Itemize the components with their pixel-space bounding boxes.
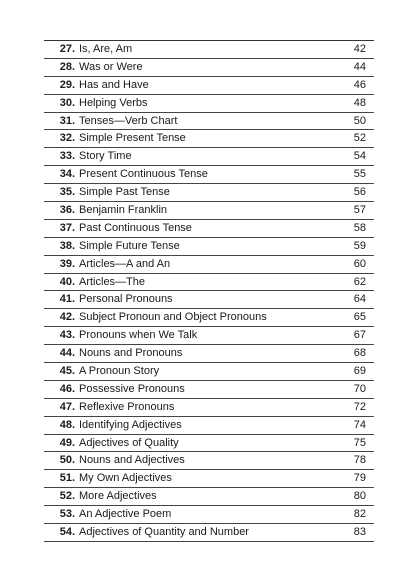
entry-number: 34. xyxy=(59,168,75,181)
entry-page-number: 62 xyxy=(353,275,366,288)
toc-row xyxy=(44,506,374,524)
toc-row xyxy=(44,363,374,381)
entry-page-number: 54 xyxy=(353,150,366,163)
entry-page-number: 59 xyxy=(353,239,366,252)
toc-row xyxy=(44,327,374,345)
entry-title: Pronouns when We Talk xyxy=(79,329,198,342)
entry-page-number: 82 xyxy=(353,508,366,521)
toc-row xyxy=(44,470,374,488)
entry-number: 46. xyxy=(59,382,75,395)
toc-row xyxy=(44,435,374,453)
entry-number: 44. xyxy=(59,347,75,360)
entry-title: Present Continuous Tense xyxy=(79,168,208,181)
entry-page-number: 52 xyxy=(353,132,366,145)
entry-number: 48. xyxy=(59,418,75,431)
entry-page-number: 56 xyxy=(353,186,366,199)
toc-row xyxy=(44,95,374,113)
entry-number: 35. xyxy=(59,186,75,199)
entry-page-number: 64 xyxy=(353,293,366,306)
entry-number: 38. xyxy=(59,239,75,252)
entry-title: Nouns and Adjectives xyxy=(79,454,185,467)
entry-number: 33. xyxy=(59,150,75,163)
entry-title: Articles—A and An xyxy=(79,257,171,270)
entry-title: Identifying Adjectives xyxy=(79,418,182,431)
toc-row xyxy=(44,381,374,399)
toc-row xyxy=(44,417,374,435)
entry-page-number: 57 xyxy=(353,204,366,217)
toc-row xyxy=(44,399,374,417)
entry-title: Possessive Pronouns xyxy=(79,382,185,395)
entry-title: Personal Pronouns xyxy=(79,293,173,306)
entry-page-number: 48 xyxy=(353,96,366,109)
entry-title: Helping Verbs xyxy=(79,96,148,109)
entry-number: 51. xyxy=(59,472,75,485)
entry-page-number: 68 xyxy=(353,347,366,360)
entry-page-number: 55 xyxy=(353,168,366,181)
entry-title: My Own Adjectives xyxy=(79,472,172,485)
toc-row xyxy=(44,184,374,202)
entry-title: Past Continuous Tense xyxy=(79,221,192,234)
toc-row xyxy=(44,41,374,59)
entry-title: Is, Are, Am xyxy=(79,43,133,55)
entry-number: 52. xyxy=(59,490,75,503)
entry-title: Adjectives of Quantity and Number xyxy=(79,526,249,539)
entry-title: Tenses—Verb Chart xyxy=(79,114,178,127)
entry-page-number: 60 xyxy=(353,257,366,270)
entry-page-number: 83 xyxy=(353,526,366,539)
toc-row xyxy=(44,130,374,148)
entry-title: More Adjectives xyxy=(79,490,157,503)
table-of-contents xyxy=(44,40,374,542)
entry-title: A Pronoun Story xyxy=(79,365,160,378)
toc-row xyxy=(44,524,374,542)
toc-row xyxy=(44,452,374,470)
toc-row xyxy=(44,256,374,274)
entry-number: 31. xyxy=(59,114,75,127)
entry-number: 29. xyxy=(59,78,75,91)
entry-title: Subject Pronoun and Object Pronouns xyxy=(79,311,267,324)
entry-page-number: 70 xyxy=(353,382,366,395)
entry-title: Reflexive Pronouns xyxy=(79,400,175,413)
entry-page-number: 58 xyxy=(353,221,366,234)
entry-title: Adjectives of Quality xyxy=(79,436,179,449)
entry-page-number: 44 xyxy=(353,60,366,73)
toc-row xyxy=(44,291,374,309)
entry-page-number: 80 xyxy=(353,490,366,503)
entry-page-number: 46 xyxy=(353,78,366,91)
entry-page-number: 72 xyxy=(353,400,366,413)
entry-page-number: 78 xyxy=(353,454,366,467)
toc-row xyxy=(44,238,374,256)
entry-title: An Adjective Poem xyxy=(79,508,172,521)
entry-number: 53. xyxy=(59,508,75,521)
entry-title: Has and Have xyxy=(79,78,149,91)
toc-row xyxy=(44,488,374,506)
entry-title: Was or Were xyxy=(79,60,143,73)
entry-number: 43. xyxy=(59,329,75,342)
entry-page-number: 79 xyxy=(353,472,366,485)
entry-title: Nouns and Pronouns xyxy=(79,347,183,360)
entry-number: 54. xyxy=(59,526,75,539)
entry-page-number: 65 xyxy=(353,311,366,324)
toc-row xyxy=(44,166,374,184)
toc-row xyxy=(44,274,374,292)
toc-row xyxy=(44,309,374,327)
toc-row xyxy=(44,345,374,363)
entry-number: 47. xyxy=(59,400,75,413)
entry-title: Story Time xyxy=(79,150,132,163)
entry-page-number: 42 xyxy=(353,43,366,55)
entry-number: 32. xyxy=(59,132,75,145)
entry-number: 27. xyxy=(59,43,75,55)
entry-page-number: 50 xyxy=(353,114,366,127)
entry-number: 30. xyxy=(59,96,75,109)
entry-title: Benjamin Franklin xyxy=(79,204,168,217)
entry-number: 45. xyxy=(59,365,75,378)
toc-row xyxy=(44,77,374,95)
entry-number: 41. xyxy=(59,293,75,306)
entry-number: 50. xyxy=(59,454,75,467)
entry-page-number: 67 xyxy=(353,329,366,342)
entry-page-number: 74 xyxy=(353,418,366,431)
entry-title: Simple Past Tense xyxy=(79,186,170,199)
entry-page-number: 75 xyxy=(353,436,366,449)
toc-row xyxy=(44,59,374,77)
toc-row xyxy=(44,148,374,166)
entry-number: 36. xyxy=(59,204,75,217)
entry-page-number: 69 xyxy=(353,365,366,378)
toc-row xyxy=(44,202,374,220)
entry-number: 28. xyxy=(59,60,75,73)
toc-row xyxy=(44,113,374,131)
toc-row xyxy=(44,220,374,238)
entry-number: 39. xyxy=(59,257,75,270)
entry-number: 37. xyxy=(59,221,75,234)
entry-number: 40. xyxy=(59,275,75,288)
entry-title: Articles—The xyxy=(79,275,146,288)
entry-number: 42. xyxy=(59,311,75,324)
entry-title: Simple Present Tense xyxy=(79,132,186,145)
entry-title: Simple Future Tense xyxy=(79,239,180,252)
entry-number: 49. xyxy=(59,436,75,449)
